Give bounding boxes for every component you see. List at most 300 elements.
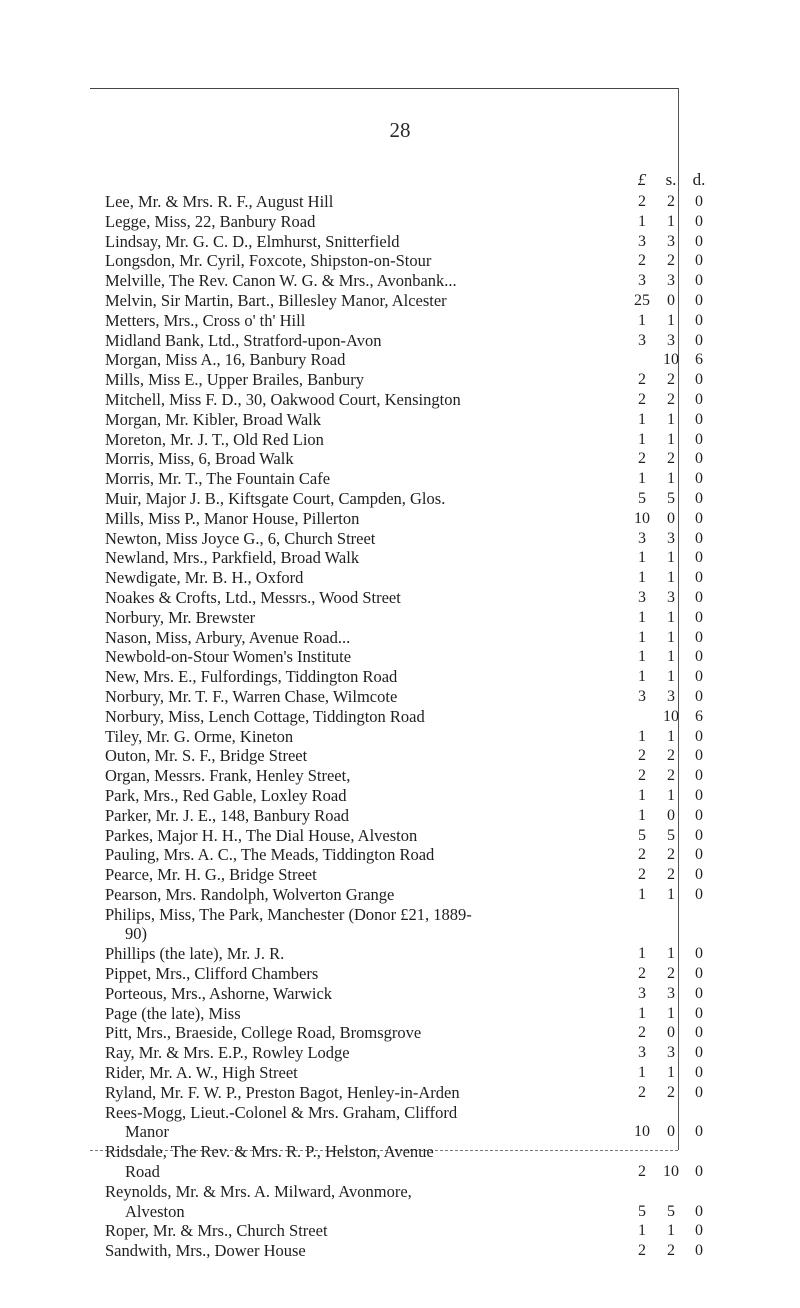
list-item [0, 845, 800, 865]
list-item [0, 410, 800, 430]
list-item [0, 212, 800, 232]
shillings-amount: 1 [667, 945, 675, 963]
list-item [0, 1142, 800, 1182]
pounds-amount: 1 [638, 549, 646, 567]
pence-amount: 0 [695, 390, 703, 408]
subscriber-name-text: Morris, Mr. T., The Fountain Cafe [105, 469, 331, 489]
subscriber-name-text: Mitchell, Miss F. D., 30, Oakwood Court, Kensington [105, 389, 461, 409]
pounds-amount: 1 [638, 311, 646, 329]
shillings-amount: 1 [667, 549, 675, 567]
list-item [0, 944, 800, 964]
subscriber-name [105, 1004, 620, 1024]
pounds-amount: 2 [638, 390, 646, 408]
shillings-amount: 5 [667, 489, 675, 507]
pence-amount: 0 [695, 1163, 703, 1181]
pence-amount: 0 [695, 727, 703, 745]
subscriber-name [105, 687, 620, 707]
subscriber-name [105, 370, 620, 390]
pounds-amount: 1 [638, 569, 646, 587]
pence-amount: 0 [695, 569, 703, 587]
column-headers [0, 170, 800, 190]
pence-amount: 0 [695, 1242, 703, 1260]
subscriber-name-text: Parker, Mr. J. E., 148, Banbury Road [105, 805, 350, 825]
subscriber-name-text: Rees-Mogg, Lieut.-Colonel & Mrs. Graham, Clifford [105, 1102, 458, 1122]
pounds-amount: 2 [638, 252, 646, 270]
list-item [0, 746, 800, 766]
subscriber-name [105, 212, 620, 232]
subscriber-name [105, 628, 620, 648]
pence-amount: 0 [695, 470, 703, 488]
subscriber-name [105, 568, 620, 588]
subscriber-name-text: Reynolds, Mr. & Mrs. A. Milward, Avonmore, [105, 1181, 412, 1201]
pounds-amount: 1 [638, 806, 646, 824]
subscriber-name [105, 410, 620, 430]
list-item [0, 608, 800, 628]
pounds-amount: 1 [638, 410, 646, 428]
subscriber-name-text: Pauling, Mrs. A. C., The Meads, Tiddington Road [105, 845, 435, 865]
list-item [0, 509, 800, 529]
shillings-amount: 1 [667, 1064, 675, 1082]
shillings-amount: 3 [667, 1044, 675, 1062]
subscriber-name [105, 1083, 620, 1103]
subscriber-name-text: Outon, Mr. S. F., Bridge Street [105, 746, 308, 766]
list-item [0, 786, 800, 806]
subscriber-name [105, 984, 620, 1004]
shillings-amount: 1 [667, 608, 675, 626]
list-item [0, 291, 800, 311]
pence-amount: 0 [695, 272, 703, 290]
pounds-amount: 3 [638, 687, 646, 705]
subscriber-name [105, 746, 620, 766]
list-item [0, 489, 800, 509]
list-item [0, 548, 800, 568]
shillings-amount: 1 [667, 628, 675, 646]
subscriber-name-text: Rider, Mr. A. W., High Street [105, 1063, 298, 1083]
subscriber-name [105, 192, 620, 212]
subscriber-name-text: Pearson, Mrs. Randolph, Wolverton Grange [105, 884, 395, 904]
subscriber-name [105, 826, 620, 846]
subscriber-name [105, 1023, 620, 1043]
pence-amount: 6 [695, 707, 703, 725]
pounds-amount: 2 [638, 1083, 646, 1101]
pence-amount: 0 [695, 529, 703, 547]
shillings-amount: 2 [667, 1083, 675, 1101]
subscriber-name-text: Melvin, Sir Martin, Bart., Billesley Manor, Alcester [105, 290, 447, 310]
pounds-amount: 1 [638, 1222, 646, 1240]
subscriber-name-text: Midland Bank, Ltd., Stratford-upon-Avon [105, 330, 382, 350]
subscriber-name-text: Norbury, Mr. Brewster [105, 607, 256, 627]
subscriber-name-continuation: Manor [125, 1122, 169, 1142]
shillings-amount: 10 [663, 351, 679, 369]
subscriber-name [105, 964, 620, 984]
subscriber-name-text: Legge, Miss, 22, Banbury Road [105, 211, 316, 231]
pence-amount: 6 [695, 351, 703, 369]
pounds-header: £ [637, 170, 647, 189]
pence-amount: 0 [695, 1083, 703, 1101]
shillings-amount: 0 [667, 509, 675, 527]
pence-amount: 0 [695, 866, 703, 884]
subscriber-name [105, 1102, 620, 1142]
subscriber-name-text: Lee, Mr. & Mrs. R. F., August Hill [105, 192, 334, 211]
subscriber-name-text: Park, Mrs., Red Gable, Loxley Road [105, 785, 347, 805]
pence-amount: 0 [695, 1064, 703, 1082]
list-item [0, 271, 800, 291]
list-item [0, 1023, 800, 1043]
subscriber-name-text: Philips, Miss, The Park, Manchester (Donor £21, 1889- [105, 904, 472, 924]
pence-amount: 0 [695, 747, 703, 765]
shillings-amount: 1 [667, 786, 675, 804]
subscriber-name-text: Longsdon, Mr. Cyril, Foxcote, Shipston-on-Stour [105, 251, 432, 271]
pence-amount: 0 [695, 588, 703, 606]
list-item [0, 826, 800, 846]
shillings-amount: 0 [667, 806, 675, 824]
pence-amount: 0 [695, 193, 703, 210]
subscriber-name-text: Morris, Miss, 6, Broad Walk [105, 449, 294, 469]
pounds-amount: 1 [638, 648, 646, 666]
pence-amount: 0 [695, 1123, 703, 1141]
pence-amount: 0 [695, 826, 703, 844]
list-item [0, 1043, 800, 1063]
subscriber-name-text: Pearce, Mr. H. G., Bridge Street [105, 865, 317, 885]
list-item [0, 311, 800, 331]
shillings-amount: 1 [667, 727, 675, 745]
subscriber-name [105, 1063, 620, 1083]
shillings-amount: 3 [667, 687, 675, 705]
pence-amount: 0 [695, 786, 703, 804]
list-item [0, 529, 800, 549]
pounds-amount: 2 [638, 866, 646, 884]
subscriber-name [105, 350, 620, 370]
list-item [0, 350, 800, 370]
subscriber-name [105, 786, 620, 806]
pence-amount: 0 [695, 885, 703, 903]
list-item [0, 1083, 800, 1103]
shillings-amount: 2 [667, 965, 675, 983]
pounds-amount: 2 [638, 450, 646, 468]
shillings-amount: 2 [667, 747, 675, 765]
pence-amount: 0 [695, 549, 703, 567]
list-item [0, 905, 800, 945]
list-item [0, 1103, 800, 1143]
pounds-amount: 1 [638, 786, 646, 804]
shillings-amount: 1 [667, 410, 675, 428]
list-item [0, 1004, 800, 1024]
pounds-amount: 1 [638, 885, 646, 903]
shillings-amount: 1 [667, 885, 675, 903]
list-item [0, 449, 800, 469]
pounds-amount: 3 [638, 984, 646, 1002]
pence-amount: 0 [695, 489, 703, 507]
shillings-amount: 3 [667, 272, 675, 290]
shillings-amount: 1 [667, 648, 675, 666]
subscriber-name-text: Noakes & Crofts, Ltd., Messrs., Wood Street [105, 587, 401, 607]
pence-amount: 0 [695, 984, 703, 1002]
pence-amount: 0 [695, 212, 703, 230]
pence-amount: 0 [695, 410, 703, 428]
pounds-amount: 1 [638, 608, 646, 626]
subscriber-name-continuation: Road [125, 1162, 160, 1182]
subscriber-name [105, 707, 620, 727]
shillings-amount: 2 [667, 390, 675, 408]
subscriber-name [105, 430, 620, 450]
subscriber-name-text: Newdigate, Mr. B. H., Oxford [105, 568, 304, 588]
pounds-amount: 3 [638, 1044, 646, 1062]
list-item [0, 1182, 800, 1222]
subscriber-name [105, 1142, 620, 1182]
pounds-amount: 2 [638, 965, 646, 983]
list-item [0, 469, 800, 489]
shillings-amount: 0 [667, 291, 675, 309]
pounds-amount: 1 [638, 430, 646, 448]
subscriber-name-text: Newland, Mrs., Parkfield, Broad Walk [105, 548, 360, 568]
pence-amount: 0 [695, 965, 703, 983]
shillings-header: s. [665, 170, 677, 189]
pence-header: d. [692, 170, 706, 189]
subscriber-name-text: Moreton, Mr. J. T., Old Red Lion [105, 429, 324, 449]
pence-amount: 0 [695, 1202, 703, 1220]
subscriber-name-text: Phillips (the late), Mr. J. R. [105, 944, 285, 964]
subscriber-name [105, 944, 620, 964]
pence-amount: 0 [695, 608, 703, 626]
subscriber-name-text: Morgan, Miss A., 16, Banbury Road [105, 350, 346, 370]
shillings-amount: 1 [667, 311, 675, 329]
list-item [0, 331, 800, 351]
shillings-amount: 2 [667, 450, 675, 468]
subscriber-name [105, 806, 620, 826]
subscriber-name [105, 1241, 620, 1261]
list-item [0, 1063, 800, 1083]
list-item [0, 251, 800, 271]
shillings-amount: 1 [667, 1222, 675, 1240]
subscriber-name-text: Muir, Major J. B., Kiftsgate Court, Campden, Glos. [105, 488, 446, 508]
subscriber-name [105, 449, 620, 469]
pounds-amount: 3 [638, 331, 646, 349]
list-item [0, 1221, 800, 1241]
shillings-amount: 10 [663, 1163, 679, 1181]
subscriber-name [105, 727, 620, 747]
subscriber-name-text: Roper, Mr. & Mrs., Church Street [105, 1221, 328, 1241]
pence-amount: 0 [695, 1024, 703, 1042]
subscriber-name [105, 1043, 620, 1063]
pounds-amount: 2 [638, 846, 646, 864]
subscriber-name [105, 667, 620, 687]
shillings-amount: 1 [667, 470, 675, 488]
subscriber-name [105, 1181, 620, 1221]
pounds-amount: 10 [634, 1123, 650, 1141]
pence-amount: 0 [695, 331, 703, 349]
pence-amount: 0 [695, 450, 703, 468]
shillings-amount: 1 [667, 212, 675, 230]
pounds-amount: 25 [634, 291, 650, 309]
list-item [0, 865, 800, 885]
subscriber-name [105, 232, 620, 252]
subscriber-name [105, 251, 620, 271]
pounds-amount: 3 [638, 272, 646, 290]
pence-amount: 0 [695, 371, 703, 389]
pence-amount: 0 [695, 648, 703, 666]
subscriber-name-text: Ray, Mr. & Mrs. E.P., Rowley Lodge [105, 1043, 350, 1063]
shillings-amount: 1 [667, 668, 675, 686]
subscriber-name-text: Lindsay, Mr. G. C. D., Elmhurst, Snitterfield [105, 231, 400, 251]
subscriber-name-text: New, Mrs. E., Fulfordings, Tiddington Road [105, 667, 398, 687]
page-number: 28 [389, 118, 411, 142]
shillings-amount: 1 [667, 569, 675, 587]
pence-amount: 0 [695, 945, 703, 963]
pence-amount: 0 [695, 668, 703, 686]
list-item [0, 727, 800, 747]
subscriber-name [105, 845, 620, 865]
pence-amount: 0 [695, 252, 703, 270]
shillings-amount: 0 [667, 1024, 675, 1042]
pence-amount: 0 [695, 311, 703, 329]
pounds-amount: 5 [638, 1202, 646, 1220]
list-item [0, 806, 800, 826]
list-item [0, 707, 800, 727]
subscriber-list [0, 192, 800, 1261]
pounds-amount: 2 [638, 767, 646, 785]
subscriber-name-text: Parkes, Major H. H., The Dial House, Alveston [105, 825, 418, 845]
pence-amount: 0 [695, 806, 703, 824]
pounds-amount: 5 [638, 826, 646, 844]
list-item [0, 687, 800, 707]
pounds-amount: 1 [638, 945, 646, 963]
pounds-amount: 1 [638, 1004, 646, 1022]
pence-amount: 0 [695, 1004, 703, 1022]
subscriber-name [105, 311, 620, 331]
subscriber-name-text: Morgan, Mr. Kibler, Broad Walk [105, 409, 321, 429]
subscriber-name-continuation: 90) [125, 924, 147, 944]
pounds-amount: 2 [638, 1163, 646, 1181]
subscriber-name [105, 904, 620, 944]
list-item [0, 1241, 800, 1261]
pence-amount: 0 [695, 846, 703, 864]
subscriber-name [105, 548, 620, 568]
shillings-amount: 0 [667, 1123, 675, 1141]
subscriber-name [105, 588, 620, 608]
shillings-amount: 2 [667, 371, 675, 389]
shillings-amount: 2 [667, 866, 675, 884]
shillings-amount: 2 [667, 846, 675, 864]
list-item [0, 192, 800, 212]
pounds-amount: 3 [638, 232, 646, 250]
subscriber-name-text: Melville, The Rev. Canon W. G. & Mrs., Avonbank... [105, 271, 457, 291]
list-item [0, 588, 800, 608]
list-item [0, 766, 800, 786]
list-item [0, 984, 800, 1004]
shillings-amount: 2 [667, 252, 675, 270]
subscriber-name-text: Newbold-on-Stour Women's Institute [105, 647, 352, 667]
pounds-amount: 3 [638, 588, 646, 606]
shillings-amount: 3 [667, 529, 675, 547]
shillings-amount: 3 [667, 232, 675, 250]
list-item [0, 232, 800, 252]
pounds-amount: 10 [634, 509, 650, 527]
list-item [0, 628, 800, 648]
pounds-amount: 1 [638, 470, 646, 488]
pounds-amount: 2 [638, 1024, 646, 1042]
list-item [0, 370, 800, 390]
shillings-amount: 3 [667, 331, 675, 349]
pence-amount: 0 [695, 232, 703, 250]
subscriber-name [105, 469, 620, 489]
subscriber-name-text: Pippet, Mrs., Clifford Chambers [105, 964, 319, 984]
subscriber-name [105, 271, 620, 291]
top-border [90, 88, 678, 89]
pence-amount: 0 [695, 291, 703, 309]
shillings-amount: 1 [667, 430, 675, 448]
subscriber-name-text: Pitt, Mrs., Braeside, College Road, Bromsgrove [105, 1023, 422, 1043]
list-item [0, 964, 800, 984]
subscriber-name-text: Porteous, Mrs., Ashorne, Warwick [105, 983, 333, 1003]
subscriber-name [105, 291, 620, 311]
subscriber-name [105, 885, 620, 905]
pounds-amount: 3 [638, 529, 646, 547]
subscriber-name [105, 608, 620, 628]
pounds-amount: 2 [638, 747, 646, 765]
pounds-amount: 1 [638, 727, 646, 745]
shillings-amount: 3 [667, 984, 675, 1002]
pence-amount: 0 [695, 767, 703, 785]
shillings-amount: 1 [667, 1004, 675, 1022]
pounds-amount: 1 [638, 212, 646, 230]
subscriber-name [105, 489, 620, 509]
pounds-amount: 2 [638, 193, 646, 210]
subscriber-name-text: Tiley, Mr. G. Orme, Kineton [105, 726, 294, 746]
pence-amount: 0 [695, 628, 703, 646]
subscriber-name-text: Norbury, Miss, Lench Cottage, Tiddington Road [105, 706, 425, 726]
subscriber-name-continuation: Alveston [125, 1201, 185, 1221]
pounds-amount: 2 [638, 1242, 646, 1260]
pence-amount: 0 [695, 1222, 703, 1240]
subscriber-name-text: Ridsdale, The Rev. & Mrs. R. P., Helston, Avenue [105, 1142, 434, 1162]
pounds-amount: 1 [638, 628, 646, 646]
shillings-amount: 2 [667, 767, 675, 785]
subscriber-name-text: Sandwith, Mrs., Dower House [105, 1241, 306, 1261]
pence-amount: 0 [695, 687, 703, 705]
pounds-amount: 1 [638, 668, 646, 686]
subscriber-name [105, 865, 620, 885]
subscriber-name-text: Page (the late), Miss [105, 1003, 241, 1023]
shillings-amount: 10 [663, 707, 679, 725]
shillings-amount: 2 [667, 193, 675, 210]
shillings-amount: 5 [667, 1202, 675, 1220]
subscriber-name [105, 509, 620, 529]
subscriber-name [105, 331, 620, 351]
pounds-amount: 5 [638, 489, 646, 507]
subscriber-name-text: Mills, Miss P., Manor House, Pillerton [105, 508, 360, 528]
shillings-amount: 5 [667, 826, 675, 844]
subscriber-name [105, 647, 620, 667]
subscriber-name [105, 1221, 620, 1241]
list-item [0, 647, 800, 667]
pence-amount: 0 [695, 1044, 703, 1062]
pounds-amount: 2 [638, 371, 646, 389]
list-item [0, 568, 800, 588]
list-item [0, 885, 800, 905]
subscriber-name-text: Norbury, Mr. T. F., Warren Chase, Wilmcote [105, 686, 398, 706]
pence-amount: 0 [695, 509, 703, 527]
subscriber-name-text: Organ, Messrs. Frank, Henley Street, [105, 766, 351, 786]
subscriber-name [105, 390, 620, 410]
subscriber-name-text: Mills, Miss E., Upper Brailes, Banbury [105, 370, 364, 390]
subscriber-name-text: Newton, Miss Joyce G., 6, Church Street [105, 528, 376, 548]
pounds-amount: 1 [638, 1064, 646, 1082]
list-item [0, 667, 800, 687]
subscriber-name-text: Nason, Miss, Arbury, Avenue Road... [105, 627, 351, 647]
subscriber-name [105, 766, 620, 786]
subscriber-name-text: Ryland, Mr. F. W. P., Preston Bagot, Henley-in-Arden [105, 1082, 460, 1102]
pence-amount: 0 [695, 430, 703, 448]
